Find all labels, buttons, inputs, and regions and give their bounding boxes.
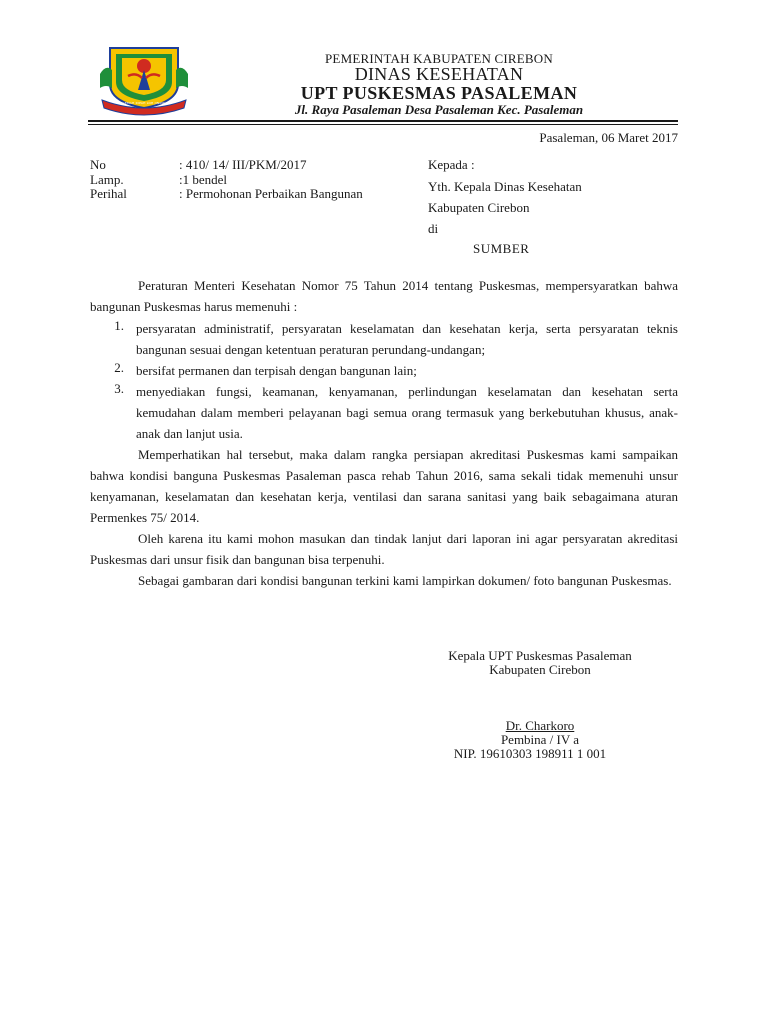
paragraph-intro: Peraturan Menteri Kesehatan Nomor 75 Tahun 2014 tentang Puskesmas, mempersyaratkan bahwa bangunan Puskesmas harus memenuhi :	[90, 278, 678, 314]
logo-motto: GEMAH RIPAH LOH JINAWI	[122, 101, 166, 105]
recipient-title: Yth. Kepala Dinas Kesehatan	[428, 179, 582, 194]
meta-perihal-label: Perihal	[90, 186, 127, 201]
recipient-city: SUMBER	[473, 241, 530, 256]
meta-no-value: : 410/ 14/ III/PKM/2017	[179, 157, 307, 172]
meta-perihal-value: : Permohonan Perbaikan Bangunan	[179, 186, 363, 201]
meta-lamp-value: :1 bendel	[179, 172, 228, 187]
meta-no-label: No	[90, 157, 106, 172]
list-item-number: 2.	[114, 360, 124, 375]
header-divider-thin	[88, 124, 678, 125]
paragraph-condition: Memperhatikan hal tersebut, maka dalam rangka persiapan akreditasi Puskesmas kami sampaikan bahwa kondisi banguna Puskesmas Pasaleman pasca rehab Tahun 2016, sama sekali tidak memenuhi unsur kenyamanan, keselamatan dan kesehatan kerja, ventilasi dan sarana sanitasi yang baik sebagaimana aturan Permenkes 75/ 2014.	[90, 447, 678, 525]
signature-name-text: Dr. Charkoro	[505, 718, 575, 733]
header-address: Jl. Raya Pasaleman Desa Pasaleman Kec. Pasaleman	[294, 102, 584, 117]
header-divider-thick	[88, 120, 678, 122]
signature-region: Kabupaten Cirebon	[489, 662, 591, 677]
signature-nip: NIP. 19610303 198911 1 001	[453, 746, 607, 761]
meta-lamp-label: Lamp.	[90, 172, 124, 187]
header-department: DINAS KESEHATAN	[354, 64, 524, 84]
recipient-region: Kabupaten Cirebon	[428, 200, 530, 215]
recipient-heading: Kepada :	[428, 157, 475, 172]
header-institution: UPT PUSKESMAS PASALEMAN	[300, 83, 578, 103]
list-item-text: menyediakan fungsi, keamanan, kenyamanan, perlindungan keselamatan dan kesehatan serta kemudahan dalam memberi pelayanan bagi semua orang termasuk yang berkebutuhan khusus, anak-anak dan lanjut usia.	[136, 384, 678, 441]
header-government: PEMERINTAH KABUPATEN CIREBON	[325, 51, 553, 66]
signature-name	[400, 718, 680, 733]
letter-date: Pasaleman, 06 Maret 2017	[539, 130, 678, 145]
paragraph-attachment: Sebagai gambaran dari kondisi bangunan terkini kami lampirkan dokumen/ foto bangunan Puskesmas.	[138, 573, 672, 588]
list-item-number: 1.	[114, 318, 124, 333]
signature-title: Kepala UPT Puskesmas Pasaleman	[448, 648, 632, 663]
list-item-number: 3.	[114, 381, 124, 396]
list-item-text: persyaratan administratif, persyaratan keselamatan dan kesehatan kerja, serta persyaratan teknis bangunan sesuai dengan ketentuan peraturan perundang-undangan;	[136, 321, 678, 357]
signature-rank: Pembina / IV a	[500, 732, 580, 747]
list-item-text: bersifat permanen dan terpisah dengan bangunan lain;	[136, 363, 417, 378]
recipient-di: di	[428, 221, 439, 236]
paragraph-request: Oleh karena itu kami mohon masukan dan tindak lanjut dari laporan ini agar persyaratan akreditasi Puskesmas dari unsur fisik dan bangunan bisa terpenuhi.	[90, 531, 678, 567]
